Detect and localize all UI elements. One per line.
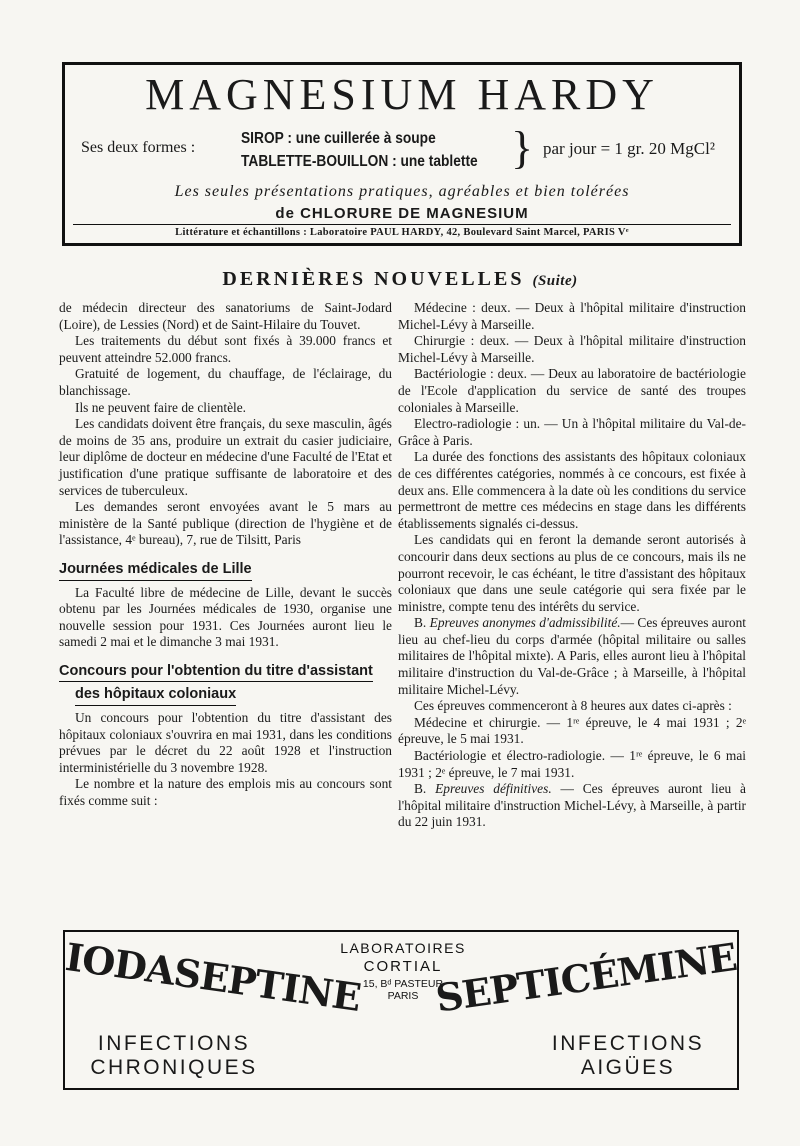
para-rest: — Ces épreuves auront lieu au chef-lieu du corps d'armée (hôpital militaire ou salles militaires de l'hôpital mixte). A Paris, elles auront lieu à l'hôpital militaire d'instruction du Val-de-Grâce ; à Marseille, à l'hôpital militaire Michel-Lévy. [398,615,746,697]
para-italic: Epreuves anonymes d'admissibilité. [429,615,621,631]
paragraph: Un concours pour l'obtention du titre d'assistant des hôpitaux coloniaux s'ouvrira en mai 1931, dans les conditions prévues par le décret du 22 août 1928 et l'instruction interministérielle du 3 novembre 1928. [59,710,392,775]
ad-infections-chroniques [79,1032,269,1080]
ad-dose: par jour = 1 gr. 20 MgCl² [543,139,715,158]
ad-word-septicemine: SEPTICÉMINE [433,934,740,1021]
ad-forms-block [81,122,731,177]
paragraph: Médecine et chirurgie. — 1ʳᵉ épreuve, le 4 mai 1931 ; 2ᵉ épreuve, le 5 mai 1931. [398,714,746,747]
paragraph: Bactériologie et électro-radiologie. — 1ʳᵉ épreuve, le 6 mai 1931 ; 2ᵉ épreuve, le 7 mai 1931. [398,748,746,780]
paragraph: La durée des fonctions des assistants des hôpitaux coloniaux de ces différentes catégories, nommés à ce concours, est fixée à deux ans. Elle commencera à la date où les conditions du service permettront de mettre ces médecins en stage dans les différents établissements signalés ci-dessus. [398,449,746,531]
heading-journees-lille: Journées médicales de Lille [59,561,252,581]
ad-literature-line: Littérature et échantillons : Laboratoire PAUL HARDY, 42, Boulevard Saint Marcel, PARIS Vᵉ [175,227,629,238]
iodaseptine-ad [63,930,739,1090]
ad-chemical: de CHLORURE DE MAGNESIUM [275,205,529,222]
ad-lab-city: PARIS [387,990,419,1002]
right-column [398,300,746,831]
paragraph: Les candidats qui en feront la demande seront autorisés à concourir dans deux sections au plus de ce concours, mais ils ne pourront recevoir, le cas échéant, le titre d'assistant des hôpitaux coloniaux que dans une seule catégorie qui sera fixée par le ministre, compte tenu des intérêts du service. [398,532,746,614]
ad-tagline: Les seules présentations pratiques, agréables et bien tolérées [174,183,630,200]
paragraph: de médecin directeur des sanatoriums de Saint-Jodard (Loire), de Lessies (Nord) et de Saint-Hilaire du Touvet. [59,300,392,332]
magnesium-hardy-ad [62,62,742,246]
paragraph: Les traitements du début sont fixés à 39.000 francs et peuvent atteindre 52.000 francs. [59,333,392,365]
section-title-suite: (Suite) [532,273,578,289]
ad-left-line2: CHRONIQUES [90,1056,258,1079]
paragraph: Gratuité de logement, du chauffage, de l'éclairage, du blanchissage. [59,366,392,398]
paragraph: Les candidats doivent être français, du sexe masculin, âgés de moins de 35 ans, produire un extrait du casier judiciaire, leur diplôme de docteur en médecine d'une Faculté de l'Etat et justification d'une pratique suffisante de laboratoire et des services de tuberculeux. [59,416,392,498]
paragraph: Les demandes seront envoyées avant le 5 mars au ministère de la Santé publique (direction de l'hygiène et de l'assistance, 4ᵉ bureau), 7, rue de Tilsitt, Paris [59,499,392,548]
ad-word-iodaseptine: IODASEPTINE [62,934,364,1020]
ad-brace: } [511,122,534,173]
paragraph: Médecine : deux. — Deux à l'hôpital militaire d'instruction Michel-Lévy à Marseille. [398,300,746,332]
ad-brand-title: MAGNESIUM HARDY [145,70,659,119]
heading-hopitaux-coloniaux: des hôpitaux coloniaux [75,686,236,706]
ad-right-line1: INFECTIONS [551,1032,705,1055]
left-column [59,300,392,810]
paragraph: Ils ne peuvent faire de clientèle. [75,399,247,415]
ad-lab-address: 15, Bᵈ PASTEUR [362,978,444,990]
ad-lab-cortial: CORTIAL [363,958,443,975]
paragraph: Ces épreuves commenceront à 8 heures aux dates ci-après : [414,698,732,714]
section-title [0,268,800,291]
paragraph: La Faculté libre de médecine de Lille, devant le succès obtenu par les Journées médicales de 1930, organise une nouvelle session pour 1931. Ces Journées auront lieu le samedi 2 mai et le dimanche 3 mai 1931. [59,584,392,650]
section-title-text: DERNIÈRES NOUVELLES [222,268,525,290]
ad-right-line2: AIGÜES [580,1056,676,1079]
paragraph-definitives [398,781,746,831]
para-rest: — Ces épreuves auront lieu à l'hôpital militaire d'instruction Michel-Lévy, à Marseille, à partir du 22 juin 1931. [398,781,746,830]
paragraph: Electro-radiologie : un. — Un à l'hôpital militaire du Val-de-Grâce à Paris. [398,416,746,448]
paragraph: Chirurgie : deux. — Deux à l'hôpital militaire d'instruction Michel-Lévy à Marseille. [398,333,746,365]
ad-divider [73,224,731,225]
paragraph: Bactériologie : deux. — Deux au laboratoire de bactériologie de l'Ecole d'application du service de santé des troupes coloniales à Marseille. [398,366,746,415]
ad-form-tablette: TABLETTE-BOUILLON : une tablette [241,153,478,170]
para-italic: Epreuves définitives. [435,781,552,797]
ad-lab-laboratoires: LABORATOIRES [340,940,466,956]
heading-concours-assistant: Concours pour l'obtention du titre d'assistant [59,663,373,683]
ad-left-line1: INFECTIONS [97,1032,251,1055]
paragraph: Le nombre et la nature des emplois mis au concours sont fixés comme suit : [59,776,392,809]
para-lead: B. [414,781,436,797]
ad-form-sirop: SIROP : une cuillerée à soupe [241,130,436,147]
ad-forms-lines [241,127,478,173]
ad-infections-aigues [533,1032,723,1080]
ad-forms-intro: Ses deux formes : [81,139,196,156]
para-lead: B. [414,615,430,631]
paragraph-admissibilite [398,615,746,698]
